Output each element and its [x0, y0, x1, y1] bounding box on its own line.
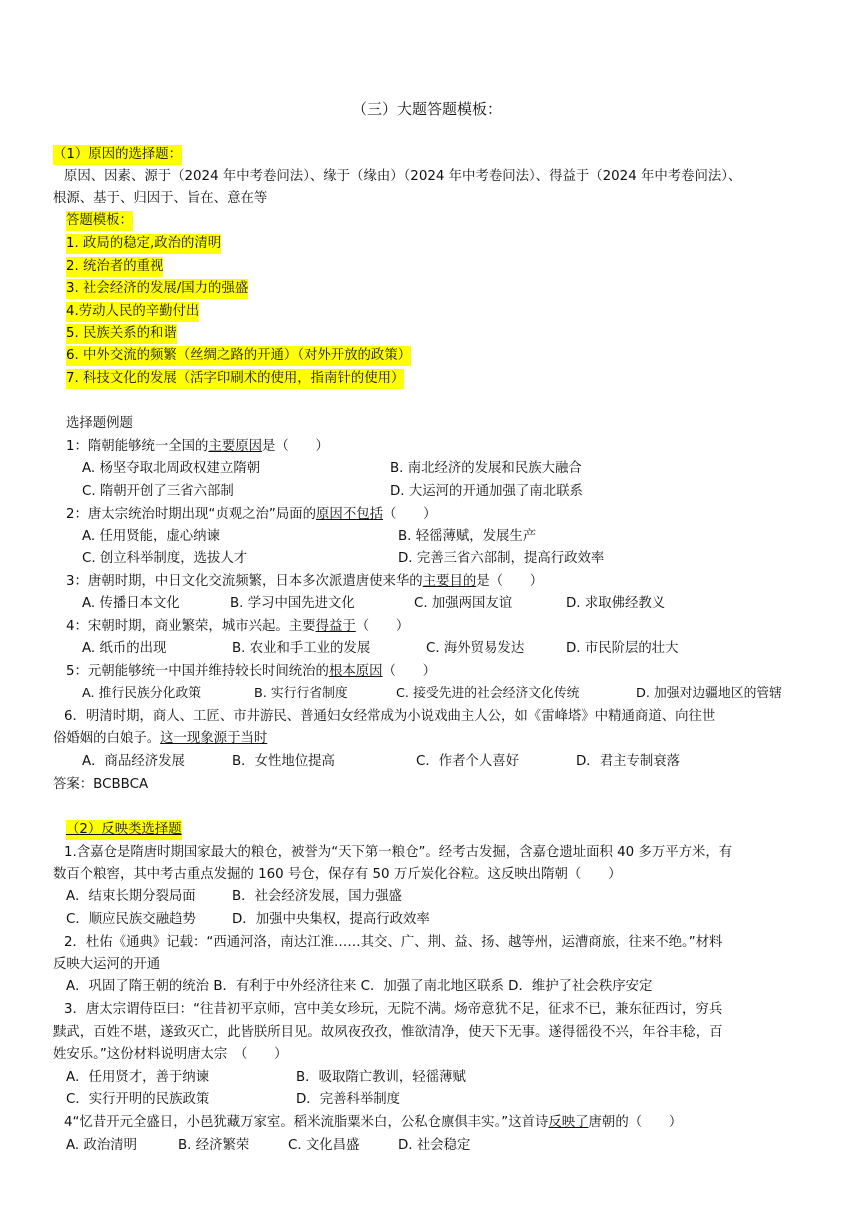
- question-stem: 3．唐太宗谓侍臣曰：“往昔初平京师，宫中美女珍玩，无院不满。炀帝意犹不足，征求不已，兼东征西讨，穷兵: [64, 1002, 723, 1017]
- template-item: 7. 科技文化的发展（活字印刷术的使用，指南针的使用）: [66, 369, 404, 389]
- template-item: 1. 政局的稳定,政治的清明: [66, 234, 221, 254]
- option: A．商品经济发展: [82, 754, 185, 769]
- question-stem: 6．明清时期，商人、工匠、市井游民、普通妇女经常成为小说戏曲主人公，如《雷峰塔》中精通商道、向往世: [64, 709, 716, 724]
- template-item: 4.劳动人民的辛勤付出: [66, 302, 199, 322]
- option: A. 传播日本文化: [82, 596, 180, 611]
- template-item: 6. 中外交流的频繁（丝绸之路的开通）（对外开放的政策）: [66, 346, 411, 366]
- section-heading-1: （1）原因的选择题：: [53, 145, 182, 165]
- question-stem: 1.含嘉仓是隋唐时期国家最大的粮仓，被誉为“天下第一粮仓”。经考古发掘，含嘉仓遗址面积 40 多万平方米，有: [64, 845, 733, 860]
- option: D. 完善三省六部制，提高行政效率: [398, 551, 605, 566]
- option: B. 实行行省制度: [254, 686, 348, 701]
- option: D．君主专制衰落: [576, 754, 681, 769]
- option: B．吸取隋亡教训，轻徭薄赋: [296, 1070, 466, 1085]
- template-item: 3. 社会经济的发展/国力的强盛: [66, 279, 248, 299]
- template-item: 5. 民族关系的和谐: [66, 324, 177, 344]
- question-stem: 4：宋朝时期，商业繁荣，城市兴起。主要得益于（ ）: [66, 619, 410, 634]
- option: C. 接受先进的社会经济文化传统: [396, 686, 580, 701]
- intro-line: 根源、基于、归因于、旨在、意在等: [53, 191, 268, 206]
- option: C．实行开明的民族政策: [66, 1092, 210, 1107]
- template-label: 答题模板：: [66, 211, 133, 231]
- option: D. 市民阶层的壮大: [566, 641, 679, 656]
- option: B．女性地位提高: [232, 754, 335, 769]
- option: D. 社会稳定: [398, 1138, 471, 1153]
- option: A．结束长期分裂局面: [66, 889, 196, 904]
- option: A. 杨坚夺取北周政权建立隋朝: [82, 461, 261, 476]
- option: A. 推行民族分化政策: [82, 686, 202, 701]
- option: B．社会经济发展，国力强盛: [232, 889, 402, 904]
- option: B. 农业和手工业的发展: [232, 641, 371, 656]
- question-stem: 俗婚姻的白娘子。这一现象源于当时: [53, 731, 268, 746]
- option: A. 纸币的出现: [82, 641, 167, 656]
- question-stem: 1：隋朝能够统一全国的主要原因是（ ）: [66, 439, 329, 454]
- option: C. 创立科举制度，选拔人才: [82, 551, 248, 566]
- answer-key: 答案：BCBBCA: [53, 777, 149, 792]
- question-stem: 黩武，百姓不堪，遂致灭亡，此皆朕所目见。故夙夜孜孜，惟欲清净，使天下无事。遂得徭役不兴，年谷丰稔，百: [53, 1025, 723, 1040]
- question-stem: 2：唐太宗统治时期出现“贞观之治”局面的原因不包括（ ）: [66, 507, 437, 522]
- option: A. 政治清明: [66, 1138, 137, 1153]
- option: C. 隋朝开创了三省六部制: [82, 484, 234, 499]
- option: D. 求取佛经教义: [566, 596, 666, 611]
- question-stem: 姓安乐。”这份材料说明唐太宗 （ ）: [53, 1047, 288, 1062]
- question-stem: 5：元朝能够统一中国并维持较长时间统治的根本原因（ ）: [66, 664, 437, 679]
- question-stem: 3：唐朝时期，中日文化交流频繁，日本多次派遣唐使来华的主要目的是（ ）: [66, 574, 544, 589]
- template-item: 2. 统治者的重视: [66, 257, 163, 277]
- question-stem: 数百个粮窖，其中考古重点发掘的 160 号仓，保存有 50 万斤炭化谷粒。这反映出隋朝（ ）: [53, 867, 622, 882]
- option: B. 南北经济的发展和民族大融合: [390, 461, 582, 476]
- page-title: （三）大题答题模板：: [352, 100, 503, 118]
- option: C．顺应民族交融趋势: [66, 912, 196, 927]
- option: B. 经济繁荣: [178, 1138, 250, 1153]
- option: C. 加强两国友谊: [414, 596, 513, 611]
- option: D．加强中央集权，提高行政效率: [232, 912, 430, 927]
- option: B. 学习中国先进文化: [230, 596, 355, 611]
- option: C. 文化昌盛: [288, 1138, 360, 1153]
- option: C．作者个人喜好: [416, 754, 520, 769]
- section-heading-2: （2）反映类选择题: [66, 820, 182, 840]
- intro-line: 原因、因素、源于（2024 年中考卷问法）、缘于（缘由）（2024 年中考卷问法）、得益于（2024 年中考卷问法）、: [64, 169, 742, 184]
- option: A．任用贤才，善于纳谏: [66, 1070, 210, 1085]
- option: D. 加强对边疆地区的管辖: [636, 686, 782, 701]
- option: A. 任用贤能，虚心纳谏: [82, 529, 220, 544]
- question-stem: 4“忆昔开元全盛日，小邑犹藏万家室。稻米流脂粟米白，公私仓廪俱丰实。”这首诗反映了唐朝的（ ）: [64, 1115, 683, 1130]
- option: C. 海外贸易发达: [426, 641, 525, 656]
- question-stem: 2．杜佑《通典》记载：“西通河洛，南达江淮……其交、广、荆、益、扬、越等州，运漕商旅，往来不绝。”材料: [64, 935, 723, 950]
- option: A．巩固了隋王朝的统治 B．有利于中外经济往来 C．加强了南北地区联系 D．维护了社会秩序安定: [66, 979, 653, 994]
- option: D. 大运河的开通加强了南北联系: [390, 484, 583, 499]
- question-stem: 反映大运河的开通: [53, 957, 161, 972]
- option: B. 轻徭薄赋，发展生产: [398, 529, 537, 544]
- examples-label: 选择题例题: [66, 416, 133, 431]
- option: D．完善科举制度: [296, 1092, 401, 1107]
